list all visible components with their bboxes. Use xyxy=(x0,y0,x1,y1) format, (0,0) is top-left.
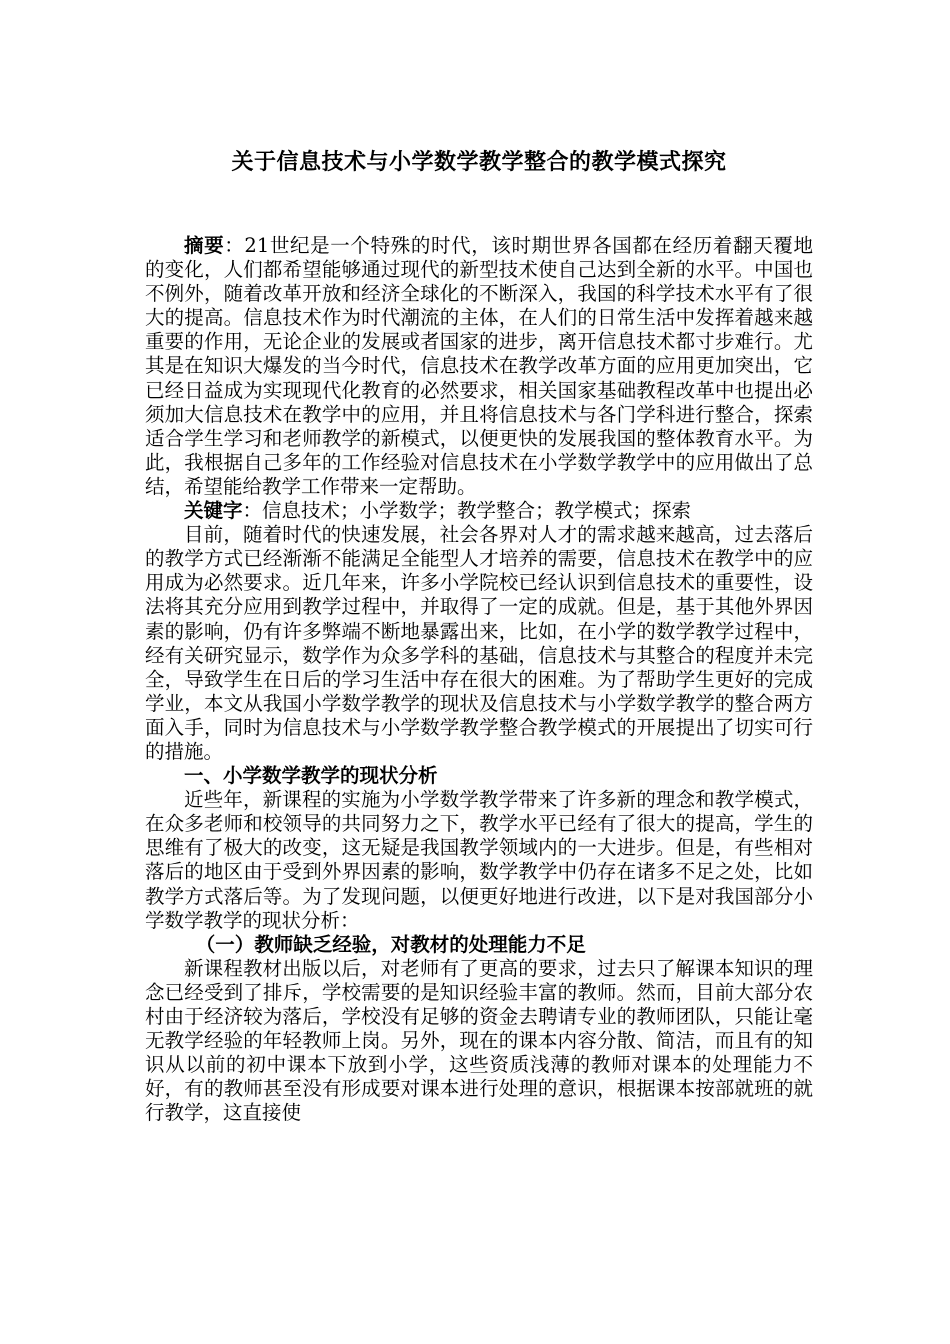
document-title: 关于信息技术与小学数学教学整合的教学模式探究 xyxy=(231,150,727,175)
intro-paragraph: 目前，随着时代的快速发展，社会各界对人才的需求越来越高，过去落后的教学方式已经渐渐不能满足全能型人才培养的需要，信息技术在教学中的应用成为必然要求。近几年来，许多小学院校已经认识到信息技术的重要性，设法将其充分应用到教学过程中，并取得了一定的成就。但是，基于其他外界因素的影响，仍有许多弊端不断地暴露出来，比如，在小学的数学教学过程中，经有关研究显示，数学作为众多学科的基础，信息技术与其整合的程度并未完全，导致学生在日后的学习生活中存在很大的困难。为了帮助学生更好的完成学业，本文从我国小学数学教学的现状及信息技术与小学数学教学的整合两方面入手，同时为信息技术与小学数学教学整合教学模式的开展提出了切实可行的措施。 xyxy=(145,523,813,763)
section-heading: 一、小学数学教学的现状分析 xyxy=(184,764,438,788)
abstract-text: ：21世纪是一个特殊的时代，该时期世界各国都在经历着翻天覆地的变化，人们都希望能够通过现代的新型技术使自己达到全新的水平。中国也不例外，随着改革开放和经济全球化的不断深入，我国的科学技术水平有了很大的提高。信息技术作为时代潮流的主体，在人们的日常生活中发挥着越来越重要的作用，无论企业的发展或者国家的进步，离开信息技术都寸步难行。尤其是在知识大爆发的当今时代，信息技术在教学改革方面的应用更加突出，它已经日益成为实现现代化教育的必然要求，相关国家基础教程改革中也提出必须加大信息技术在教学中的应用，并且将信息技术与各门学科进行整合，探索适合学生学习和老师教学的新模式，以便更快的发展我国的整体教育水平。为此，我根据自己多年的工作经验对信息技术在小学数学教学中的应用做出了总结，希望能给教学工作带来一定帮助。 xyxy=(145,234,813,498)
abstract-paragraph xyxy=(145,234,813,499)
section-paragraph: 近些年，新课程的实施为小学数学教学带来了许多新的理念和教学模式，在众多老师和校领导的共同努力之下，教学水平已经有了很大的提高，学生的思维有了极大的改变，这无疑是我国教学领域内的一大进步。但是，有些相对落后的地区由于受到外界因素的影响，数学教学中仍存在诸多不足之处，比如教学方式落后等。为了发现问题，以便更好地进行改进，以下是对我国部分小学数学教学的现状分析： xyxy=(145,788,813,932)
subsection-heading: （一）教师缺乏经验，对教材的处理能力不足 xyxy=(195,932,586,956)
subsection-paragraph: 新课程教材出版以后，对老师有了更高的要求，过去只了解课本知识的理念已经受到了排斥，学校需要的是知识经验丰富的教师。然而，目前大部分农村由于经济较为落后，学校没有足够的资金去聘请专业的教师团队，只能让毫无教学经验的年轻教师上岗。另外，现在的课本内容分散、简洁，而且有的知识从以前的初中课本下放到小学，这些资质浅薄的教师对课本的处理能力不好，有的教师甚至没有形成要对课本进行处理的意识，根据课本按部就班的就行教学，这直接使 xyxy=(145,956,813,1125)
abstract-label: 摘要 xyxy=(184,234,225,257)
keywords-label: 关键字 xyxy=(184,499,243,523)
keywords-paragraph xyxy=(145,499,813,523)
document-page xyxy=(145,148,813,1125)
keywords-text: ：信息技术；小学数学；教学整合；教学模式；探索 xyxy=(242,499,692,523)
